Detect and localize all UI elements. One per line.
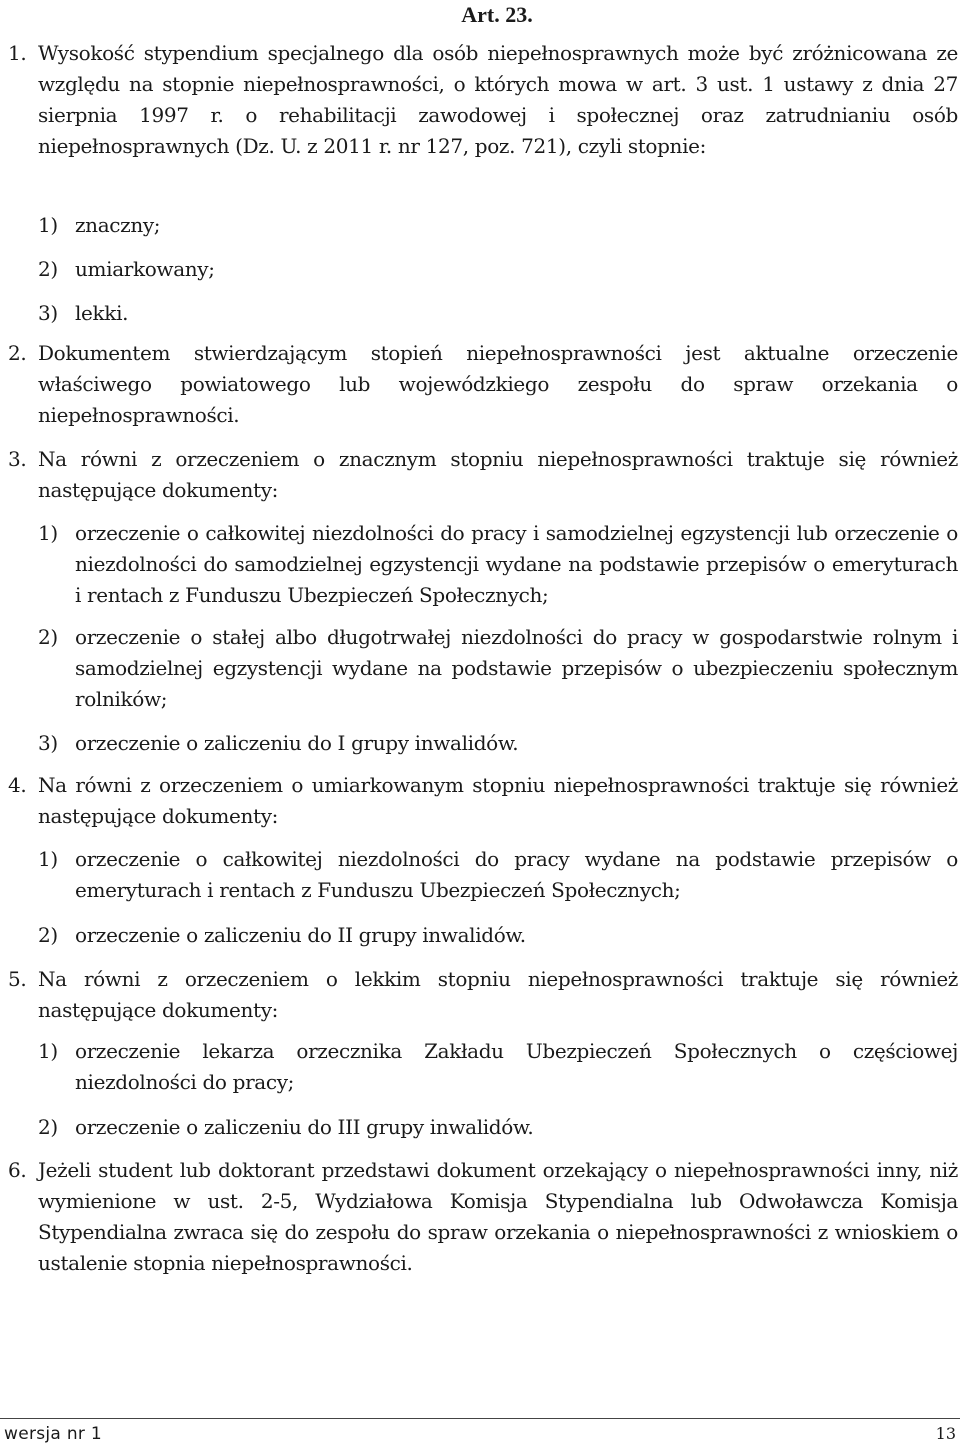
paragraph-text: Na równi z orzeczeniem o znacznym stopniu niepełnosprawności traktuje się również następujące dokumenty: (38, 447, 958, 502)
paragraph-number: 6. (8, 1158, 27, 1182)
list-item-text: znaczny; (75, 213, 161, 237)
list-item-number: 2) (38, 625, 58, 649)
paragraph-text: Na równi z orzeczeniem o umiarkowanym stopniu niepełnosprawności traktuje się również następujące dokumenty: (38, 773, 958, 828)
list-item-number: 2) (38, 923, 58, 947)
paragraph-3 (8, 444, 958, 506)
list-item (38, 518, 958, 611)
paragraph-6 (8, 1155, 958, 1279)
paragraph-number: 1. (8, 41, 27, 65)
list-item-text: orzeczenie o całkowitej niezdolności do pracy wydane na podstawie przepisów o emeryturach i rentach z Funduszu Ubezpieczeń Społecznych; (75, 847, 958, 902)
paragraph-text: Na równi z orzeczeniem o lekkim stopniu niepełnosprawności traktuje się również następujące dokumenty: (38, 967, 958, 1022)
list-item-text: orzeczenie o stałej albo długotrwałej niezdolności do pracy w gospodarstwie rolnym i samodzielnej egzystencji wydane na podstawie przepisów o ubezpieczeniu społecznym rolników; (75, 625, 958, 711)
list-item-text: orzeczenie o całkowitej niezdolności do pracy i samodzielnej egzystencji lub orzeczenie o niezdolności do samodzielnej egzystencji wydane na podstawie przepisów o emeryturach i rentach z Funduszu Ubezpieczeń Społecznych; (75, 521, 958, 607)
list-item-text: umiarkowany; (75, 257, 215, 281)
page-number: 13 (935, 1424, 956, 1443)
list-item (38, 210, 958, 241)
list-item (38, 1112, 958, 1143)
list-item-number: 1) (38, 521, 58, 545)
paragraph-text: Wysokość stypendium specjalnego dla osób niepełnosprawnych może być zróżnicowana ze względu na stopnie niepełnosprawności, o których mowa w art. 3 ust. 1 ustawy z dnia 27 sierpnia 1997 r. o rehabilitacji zawodowej i społecznej oraz zatrudnianiu osób niepełnosprawnych (Dz. U. z 2011 r. nr 127, poz. 721), czyli stopnie: (38, 41, 958, 158)
list-item-text: orzeczenie o zaliczeniu do III grupy inwalidów. (75, 1115, 534, 1139)
list-item (38, 622, 958, 715)
list-item (38, 844, 958, 906)
article-title: Art. 23. (461, 2, 533, 27)
list-item-text: orzeczenie o zaliczeniu do II grupy inwalidów. (75, 923, 526, 947)
paragraph-text: Jeżeli student lub doktorant przedstawi dokument orzekający o niepełnosprawności inny, niż wymienione w ust. 2-5, Wydziałowa Komisja Stypendialna lub Odwoławcza Komisja Stypendialna zwraca się do zespołu do spraw orzekania o niepełnosprawności z wnioskiem o ustalenie stopnia niepełnosprawności. (38, 1158, 958, 1275)
list-item-number: 1) (38, 213, 58, 237)
list-item (38, 920, 958, 951)
list-item-text: lekki. (75, 301, 129, 325)
footer-divider (0, 1418, 960, 1419)
list-item (38, 728, 958, 759)
list-item (38, 254, 958, 285)
list-item-number: 2) (38, 1115, 58, 1139)
list-item-number: 2) (38, 257, 58, 281)
paragraph-number: 4. (8, 773, 27, 797)
list-item-number: 3) (38, 731, 58, 755)
paragraph-2 (8, 338, 958, 431)
list-item-number: 3) (38, 301, 58, 325)
list-item (38, 298, 958, 329)
list-item-text: orzeczenie o zaliczeniu do I grupy inwalidów. (75, 731, 519, 755)
paragraph-number: 5. (8, 967, 27, 991)
paragraph-number: 3. (8, 447, 27, 471)
paragraph-4 (8, 770, 958, 832)
paragraph-number: 2. (8, 341, 27, 365)
paragraph-text: Dokumentem stwierdzającym stopień niepełnosprawności jest aktualne orzeczenie właściwego powiatowego lub wojewódzkiego zespołu do spraw orzekania o niepełnosprawności. (38, 341, 958, 427)
list-item-number: 1) (38, 1039, 58, 1063)
version-label: wersja nr 1 (4, 1424, 103, 1444)
paragraph-5 (8, 964, 958, 1026)
paragraph-1 (8, 38, 958, 162)
list-item (38, 1036, 958, 1098)
list-item-number: 1) (38, 847, 58, 871)
list-item-text: orzeczenie lekarza orzecznika Zakładu Ubezpieczeń Społecznych o częściowej niezdolności do pracy; (75, 1039, 958, 1094)
